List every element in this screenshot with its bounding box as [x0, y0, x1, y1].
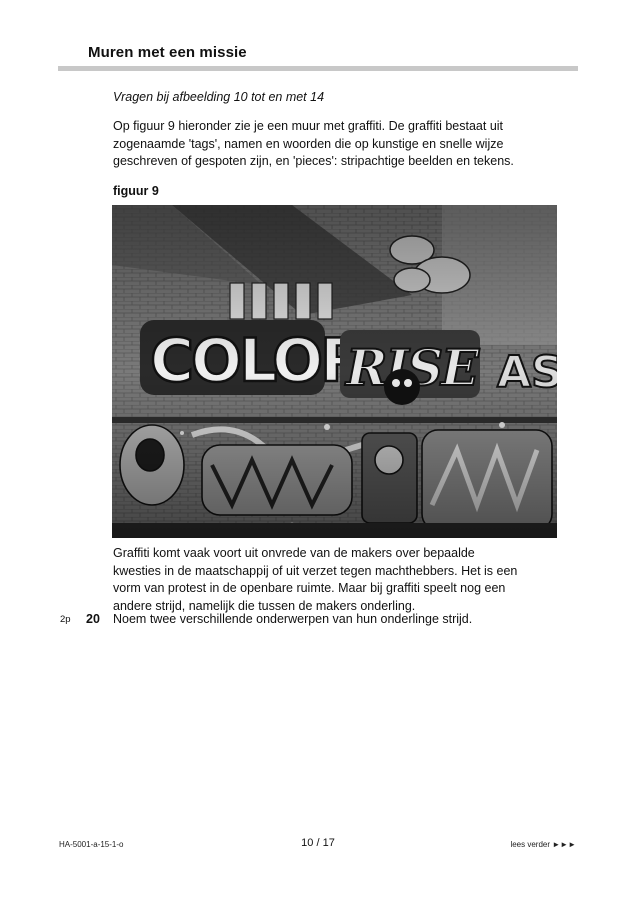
- page-number: 10 / 17: [301, 837, 335, 849]
- question-points: 2p: [60, 614, 71, 625]
- exam-code: HA-5001-a-15-1-o: [59, 840, 124, 849]
- graffiti-photo-illustration: [112, 205, 557, 538]
- caption-line: kwesties in de maatschappij of uit verzet tegen machthebbers. Het is een: [113, 563, 518, 578]
- caption-line: vorm van protest in de openbare ruimte. Maar bij graffiti speelt nog een: [113, 581, 506, 595]
- caption-line: Graffiti komt vaak voort uit onvrede van de makers over bepaalde: [113, 546, 475, 560]
- section-subtitle: Vragen bij afbeelding 10 tot en met 14: [113, 90, 325, 104]
- intro-paragraph: [113, 118, 563, 171]
- figure-label: figuur 9: [113, 184, 159, 198]
- question-number: 20: [86, 612, 100, 626]
- caption-line: andere strijd, namelijk die tussen de makers onderling.: [113, 598, 416, 613]
- header-divider: [58, 66, 578, 71]
- page-title: Muren met een missie: [88, 44, 247, 61]
- intro-line: zogenaamde 'tags', namen en woorden die op kunstige en snelle wijze: [113, 136, 504, 151]
- intro-line: geschreven of gespoten zijn, en 'pieces': stripachtige beelden en tekens.: [113, 154, 514, 168]
- continue-indicator: lees verder ►►►: [510, 840, 576, 849]
- question-text: Noem twee verschillende onderwerpen van hun onderlinge strijd.: [113, 612, 473, 626]
- intro-line: Op figuur 9 hieronder zie je een muur met graffiti. De graffiti bestaat uit: [113, 119, 504, 133]
- graffiti-photo: [112, 205, 557, 538]
- caption-paragraph: [113, 545, 563, 615]
